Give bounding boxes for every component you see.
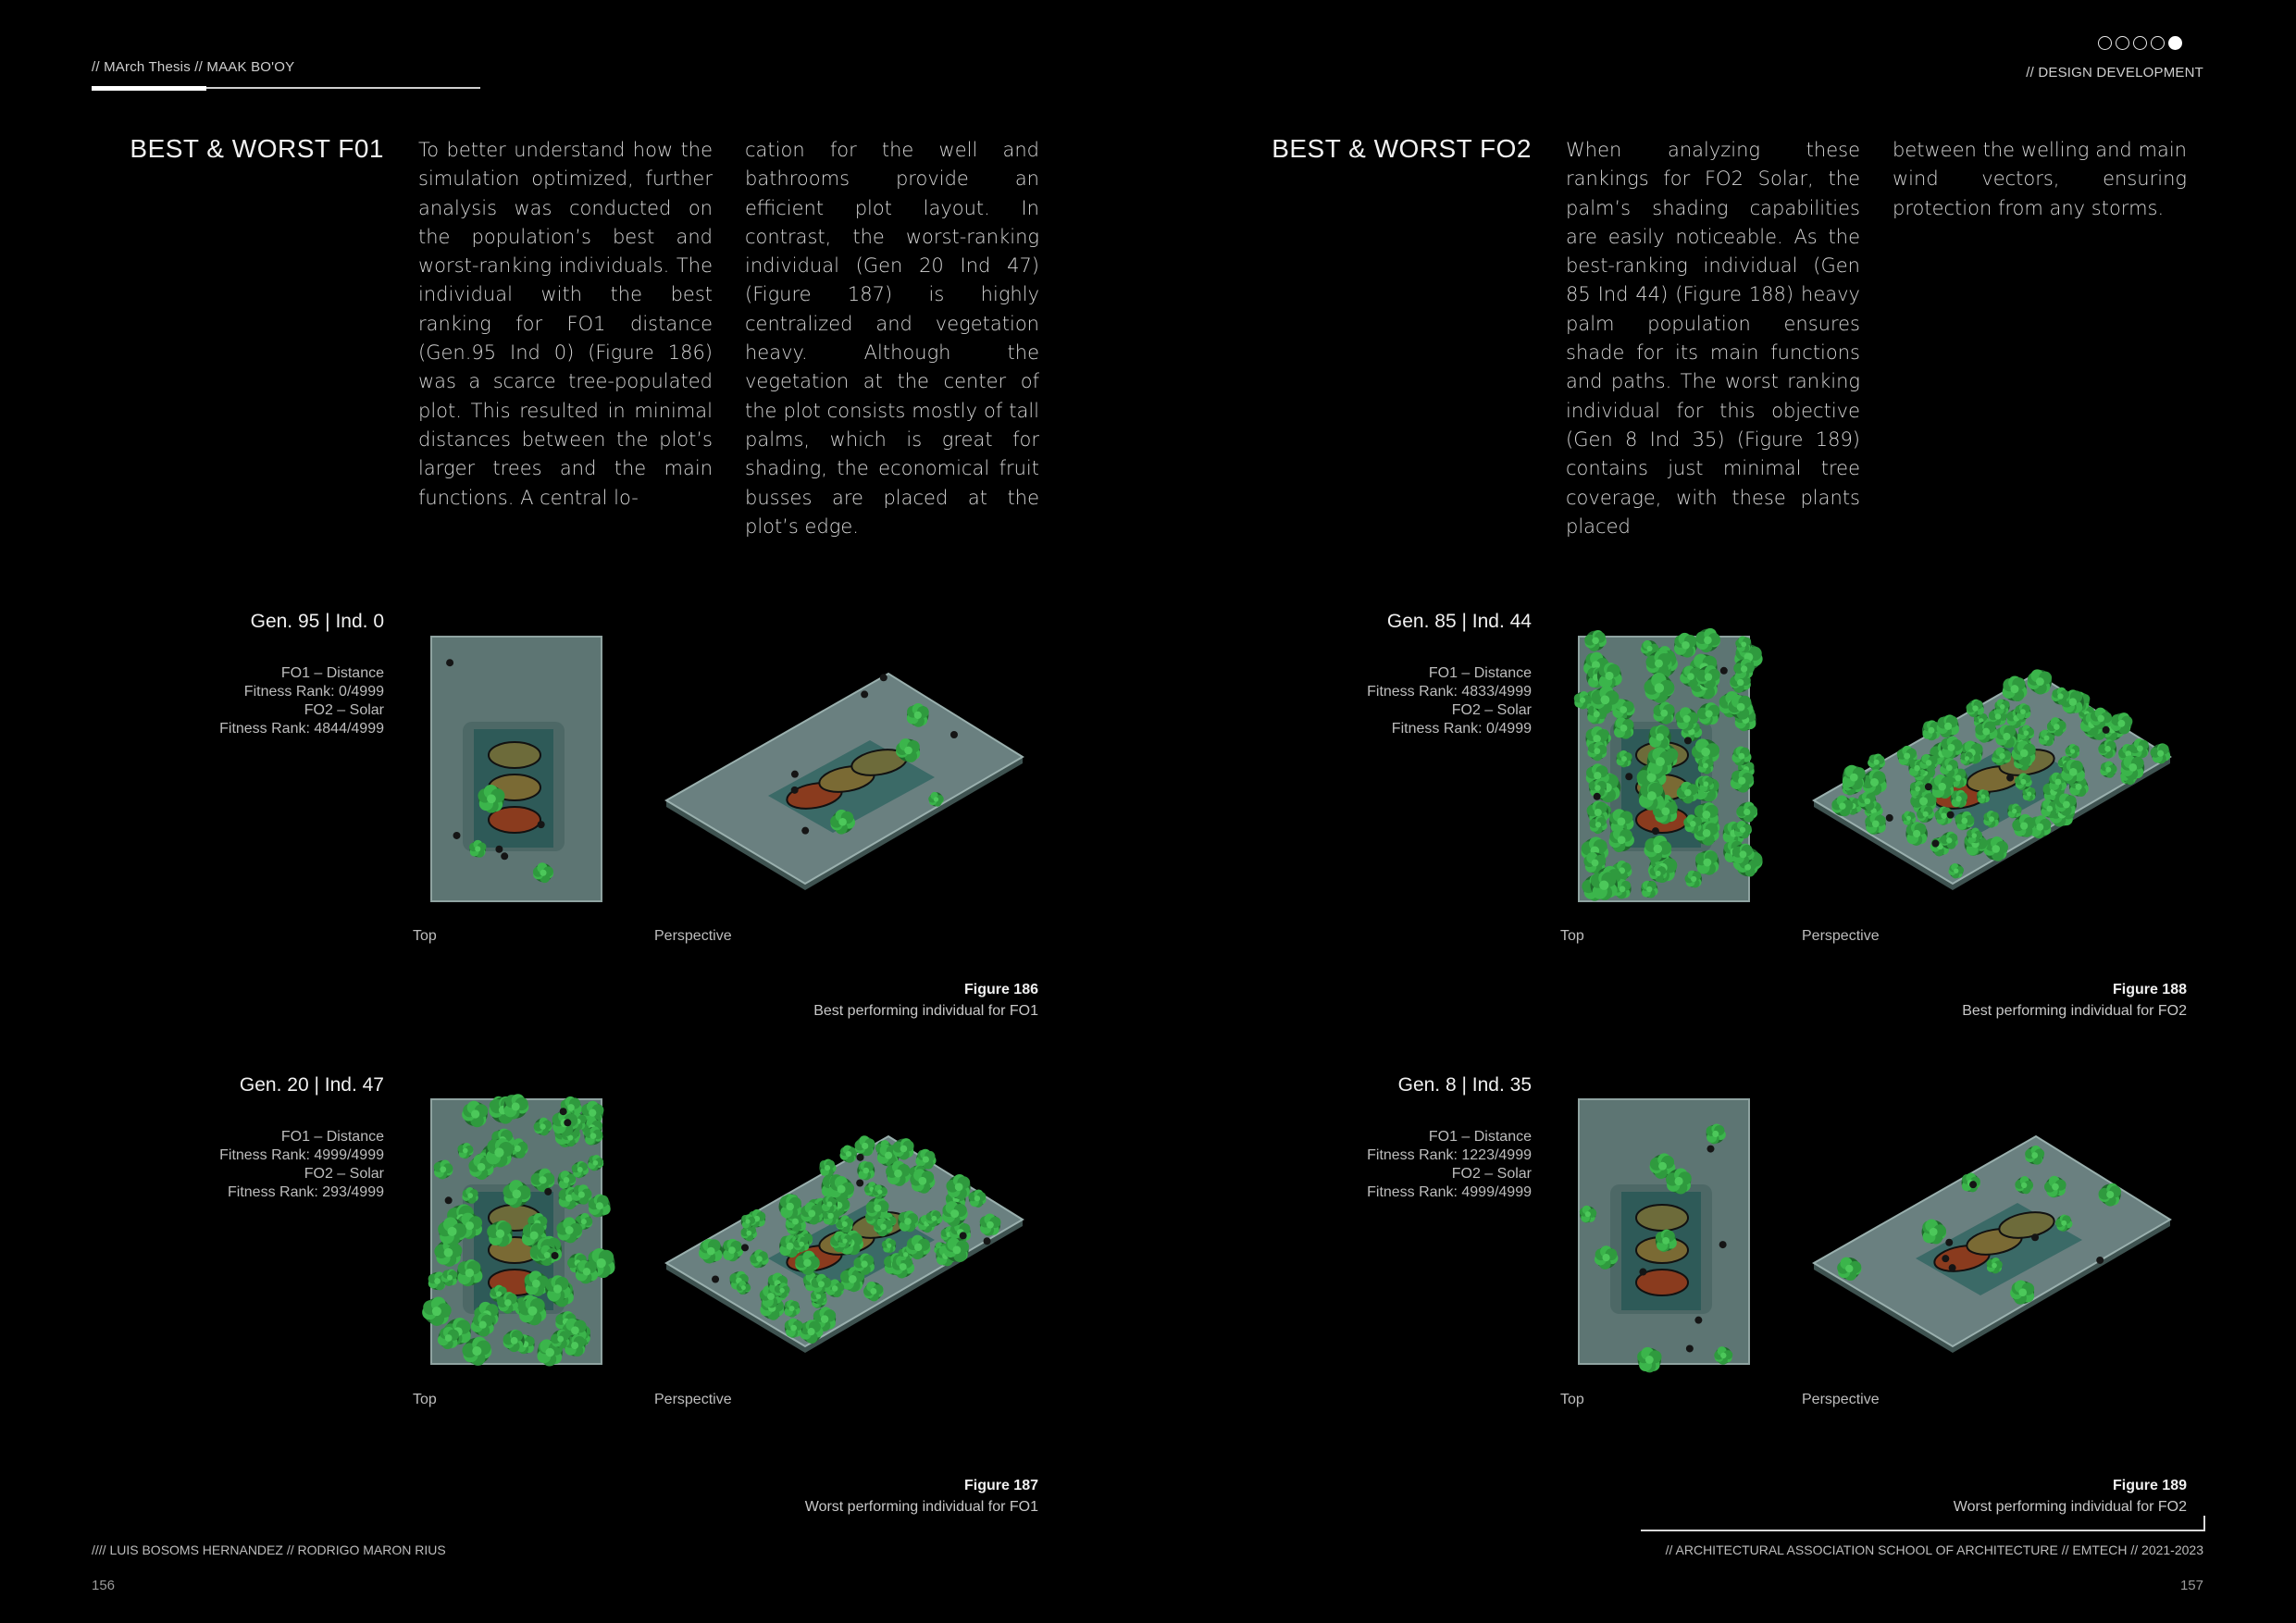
fig188-stats: FO1 – Distance Fitness Rank: 4833/4999 FO2 – Solar Fitness Rank: 0/4999 bbox=[1367, 665, 1532, 737]
shrub-icon bbox=[856, 1180, 863, 1187]
tree-icon bbox=[1843, 765, 1866, 790]
tree-icon bbox=[1648, 725, 1670, 749]
shrub-icon bbox=[1594, 793, 1601, 800]
shrub-icon bbox=[1625, 773, 1632, 780]
tree-icon bbox=[2061, 760, 2085, 785]
header-right: // DESIGN DEVELOPMENT bbox=[2026, 65, 2203, 81]
tree-icon bbox=[576, 1260, 598, 1284]
tree-icon bbox=[907, 703, 929, 727]
left-body-col2: cation for the well and bathrooms provide an efficient plot layout. In contrast, the worst-ranking individual (Gen 20 Ind 47) (Figure 187) is highly centralized and vegetation heavy. Although the vegetation at the center of the plot consists mostly of tall palms, which is great for shading, the economical fruit busses are placed at the plot’s edge. bbox=[745, 139, 1039, 538]
fig189-perspective-view bbox=[1805, 1120, 2193, 1360]
fig187-number: Figure 187 bbox=[963, 1478, 1038, 1493]
page-number-right: 157 bbox=[2179, 1578, 2203, 1593]
fig189-gen-label: Gen. 8 | Ind. 35 bbox=[1397, 1074, 1532, 1096]
tree-icon bbox=[857, 1161, 875, 1181]
shrub-icon bbox=[564, 1119, 571, 1126]
progress-dot bbox=[2116, 36, 2129, 50]
tree-icon bbox=[1639, 782, 1666, 811]
shrub-icon bbox=[1720, 667, 1728, 675]
fig189-caption: Worst performing individual for FO2 bbox=[1953, 1499, 2187, 1515]
tree-icon bbox=[1613, 717, 1633, 738]
footer-left: //// LUIS BOSOMS HERNANDEZ // RODRIGO MARON RIUS bbox=[92, 1542, 446, 1557]
tree-icon bbox=[1977, 789, 1990, 803]
section-title-left: BEST & WORST F01 bbox=[130, 134, 384, 163]
left-body-col1: To better understand how the simulation optimized, further analysis was conducted on the population’s best and worst-ranking individuals. The individual with the best ranking for FO1 distance (Gen.95 Ind 0) (Figure 186) was a scarce tree-populated plot. This resulted in minimal distances between the plot’s larger trees and the main functions. A central lo- bbox=[418, 139, 713, 509]
shrub-icon bbox=[1886, 814, 1893, 822]
fig189-top-label: Top bbox=[1560, 1392, 1584, 1407]
shrub-icon bbox=[1942, 1255, 1949, 1262]
fig188-perspective-label: Perspective bbox=[1802, 928, 1880, 944]
fig188-gen-label: Gen. 85 | Ind. 44 bbox=[1386, 611, 1532, 632]
fig189-stats: FO1 – Distance Fitness Rank: 1223/4999 FO2 – Solar Fitness Rank: 4999/4999 bbox=[1367, 1129, 1532, 1200]
shrub-icon bbox=[2031, 1233, 2039, 1241]
shrub-icon bbox=[1684, 737, 1692, 744]
fig187-gen-label: Gen. 20 | Ind. 47 bbox=[239, 1074, 384, 1096]
shrub-icon bbox=[552, 1252, 559, 1259]
fig187-perspective-label: Perspective bbox=[654, 1392, 732, 1407]
shrub-icon bbox=[544, 1188, 552, 1196]
tree-icon bbox=[1590, 871, 1617, 900]
fig188-perspective-view bbox=[1805, 657, 2193, 898]
shrub-icon bbox=[801, 827, 809, 835]
shrub-icon bbox=[712, 1276, 719, 1283]
fig187-top-view bbox=[407, 1083, 611, 1360]
shrub-icon bbox=[791, 787, 799, 794]
shrub-icon bbox=[880, 674, 887, 681]
header-rule-accent bbox=[92, 86, 206, 91]
tree-icon bbox=[1674, 633, 1697, 658]
fig189-perspective-label: Perspective bbox=[1802, 1392, 1880, 1407]
shrub-icon bbox=[1969, 1181, 1977, 1188]
header-left: // MArch Thesis // MAAK BO'OY bbox=[92, 59, 295, 75]
fig189-top-view bbox=[1555, 1083, 1758, 1360]
shrub-icon bbox=[501, 852, 508, 860]
tree-icon bbox=[1983, 811, 1999, 828]
footer-rule-tick bbox=[2203, 1516, 2205, 1531]
fig188-top-label: Top bbox=[1560, 928, 1584, 944]
shrub-icon bbox=[791, 771, 799, 778]
tree-icon bbox=[779, 1195, 802, 1219]
shrub-icon bbox=[1945, 1239, 1953, 1246]
fig186-stats: FO1 – Distance Fitness Rank: 0/4999 FO2 – Solar Fitness Rank: 4844/4999 bbox=[219, 665, 384, 737]
fig187-perspective-view bbox=[657, 1120, 1046, 1360]
shrub-icon bbox=[560, 1108, 567, 1115]
pod-icon bbox=[489, 742, 540, 768]
fig186-caption: Best performing individual for FO1 bbox=[813, 1003, 1038, 1019]
shrub-icon bbox=[1706, 1146, 1714, 1153]
shrub-icon bbox=[1694, 1317, 1702, 1324]
fig186-top-label: Top bbox=[413, 928, 437, 944]
tree-icon bbox=[2003, 676, 2028, 702]
right-body-col1: When analyzing these rankings for FO2 Solar, the palm’s shading capabilities are easily noticeable. As the best-ranking individual (Gen 85 Ind 44) (Figure 188) heavy palm population ensures shade for its main functions and paths. The worst ranking individual for this objective (Gen 8 Ind 35) (Figure 189) contains just minimal tree coverage, with these plants placed bbox=[1566, 139, 1860, 538]
progress-dot-active bbox=[2168, 36, 2182, 50]
tree-icon bbox=[785, 1318, 803, 1337]
tree-icon bbox=[1695, 850, 1719, 875]
shrub-icon bbox=[741, 1244, 749, 1251]
shrub-icon bbox=[1652, 827, 1659, 835]
fig188-number: Figure 188 bbox=[2112, 982, 2187, 997]
progress-dot bbox=[2098, 36, 2112, 50]
shrub-icon bbox=[1925, 783, 1932, 790]
tree-icon bbox=[1698, 757, 1714, 774]
shrub-icon bbox=[495, 846, 503, 853]
shrub-icon bbox=[2096, 1257, 2104, 1264]
shrub-icon bbox=[538, 821, 545, 828]
shrub-icon bbox=[960, 1232, 967, 1239]
shrub-icon bbox=[1639, 1269, 1646, 1276]
shrub-icon bbox=[950, 731, 958, 738]
fig187-top-label: Top bbox=[413, 1392, 437, 1407]
shrub-icon bbox=[857, 1154, 864, 1161]
shrub-icon bbox=[1686, 1344, 1694, 1352]
shrub-icon bbox=[1947, 812, 1955, 819]
shrub-icon bbox=[1949, 1264, 1956, 1271]
shrub-icon bbox=[446, 659, 453, 666]
page-number-left: 156 bbox=[92, 1578, 116, 1593]
fig189-number: Figure 189 bbox=[2112, 1478, 2187, 1493]
progress-dot bbox=[2133, 36, 2147, 50]
shrub-icon bbox=[984, 1237, 991, 1245]
tree-icon bbox=[839, 1145, 857, 1162]
fig186-perspective-view bbox=[657, 657, 1046, 898]
shrub-icon bbox=[861, 690, 868, 698]
progress-dot bbox=[2151, 36, 2165, 50]
fig186-perspective-label: Perspective bbox=[654, 928, 732, 944]
progress-dots bbox=[2094, 36, 2182, 53]
right-body-col2: between the welling and main wind vectors, ensuring protection from any storms. bbox=[1893, 139, 2187, 219]
shrub-icon bbox=[2103, 726, 2110, 734]
shrub-icon bbox=[453, 832, 461, 839]
fig188-caption: Best performing individual for FO2 bbox=[1962, 1003, 2187, 1019]
footer-rule bbox=[1641, 1530, 2205, 1531]
fig187-caption: Worst performing individual for FO1 bbox=[804, 1499, 1038, 1515]
shrub-icon bbox=[2006, 774, 2014, 782]
pod-icon bbox=[1636, 1205, 1688, 1231]
fig188-top-view bbox=[1555, 620, 1758, 898]
shrub-icon bbox=[445, 1196, 453, 1204]
fig186-number: Figure 186 bbox=[963, 982, 1038, 997]
shrub-icon bbox=[1719, 1241, 1727, 1248]
fig186-top-view bbox=[407, 620, 611, 898]
footer-right: // ARCHITECTURAL ASSOCIATION SCHOOL OF ARCHITECTURE // EMTECH // 2021-2023 bbox=[1665, 1542, 2203, 1557]
section-title-right: BEST & WORST FO2 bbox=[1272, 134, 1532, 163]
fig186-gen-label: Gen. 95 | Ind. 0 bbox=[250, 611, 384, 632]
shrub-icon bbox=[1931, 840, 1939, 848]
fig187-stats: FO1 – Distance Fitness Rank: 4999/4999 FO2 – Solar Fitness Rank: 293/4999 bbox=[219, 1129, 384, 1200]
